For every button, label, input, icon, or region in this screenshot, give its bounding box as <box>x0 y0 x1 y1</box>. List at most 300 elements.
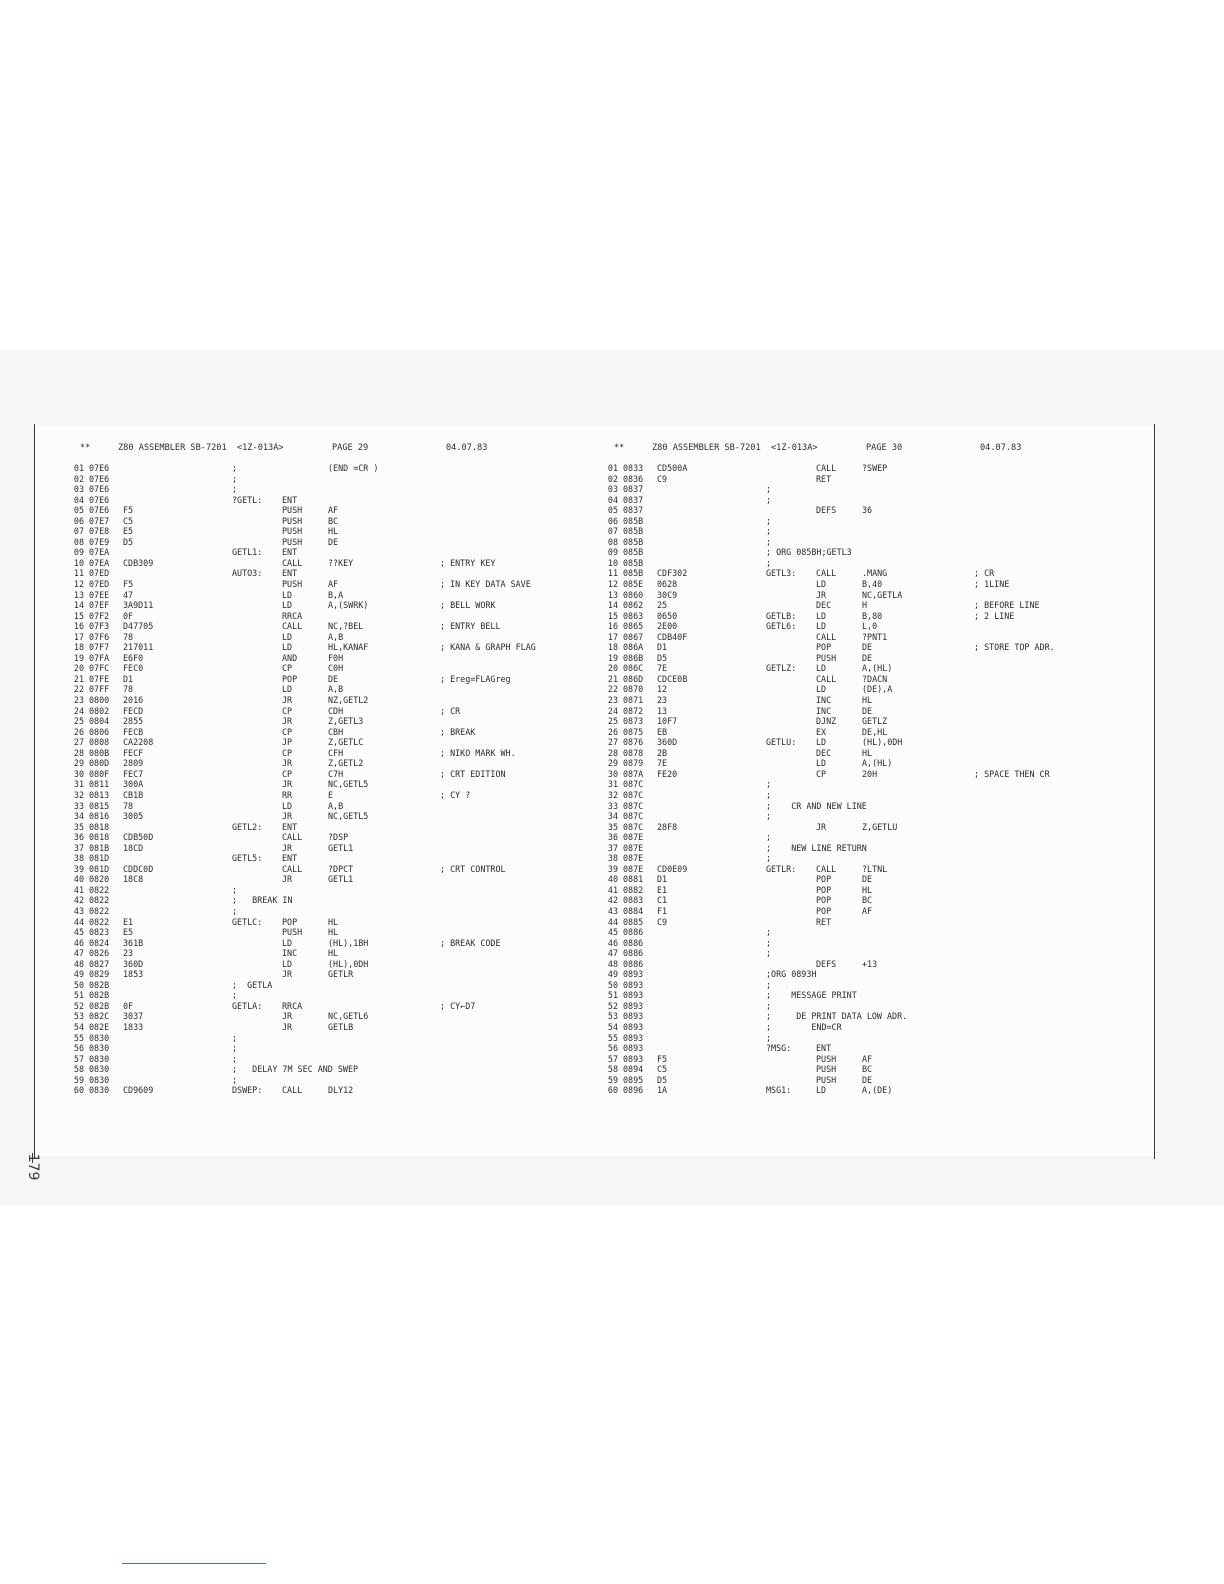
line-number: 45 <box>607 927 618 938</box>
object-code: 0F <box>123 1000 134 1011</box>
listing-row <box>604 980 1154 991</box>
address: 0885 <box>623 916 644 927</box>
listing-row <box>604 632 1154 643</box>
mnemonic: CALL <box>282 621 303 632</box>
operand: C7H <box>328 768 344 779</box>
listing-row <box>70 537 620 548</box>
operand: Z,GETL2 <box>328 758 364 769</box>
address: 0893 <box>623 1043 644 1054</box>
object-code: D1 <box>657 642 668 653</box>
object-code: 2016 <box>123 695 144 706</box>
label: ; <box>232 1074 238 1085</box>
object-code: 2855 <box>123 716 144 727</box>
listing-row <box>70 1064 620 1075</box>
address: 0860 <box>623 589 644 600</box>
mnemonic: POP <box>816 905 832 916</box>
mnemonic: CP <box>282 663 293 674</box>
listing-row <box>604 1085 1154 1096</box>
operand: NC,GETL6 <box>328 1011 369 1022</box>
line-number: 15 <box>607 610 618 621</box>
listing-row <box>70 980 620 991</box>
object-code: 2E00 <box>657 621 678 632</box>
label: ; <box>232 1053 238 1064</box>
mnemonic: POP <box>816 874 832 885</box>
listing-row <box>70 843 620 854</box>
address: 0872 <box>623 705 644 716</box>
line-number: 33 <box>73 800 84 811</box>
mnemonic: ENT <box>816 1043 832 1054</box>
address: 0818 <box>89 832 110 843</box>
mnemonic: POP <box>282 916 298 927</box>
header-stars: ** <box>80 443 91 453</box>
mnemonic: JR <box>282 1011 293 1022</box>
label: GETL3: <box>766 568 797 579</box>
line-number: 18 <box>607 642 618 653</box>
listing-row <box>70 1011 620 1022</box>
object-code: D5 <box>657 652 668 663</box>
listing-row <box>604 505 1154 516</box>
mnemonic: RR <box>282 789 293 800</box>
operand: ?DACN <box>862 673 888 684</box>
listing-row <box>604 895 1154 906</box>
line-number: 58 <box>607 1064 618 1075</box>
comment: ; 1LINE <box>974 579 1010 590</box>
line-number: 06 <box>607 515 618 526</box>
address: 082C <box>89 1011 110 1022</box>
object-code: D5 <box>657 1074 668 1085</box>
listing-row <box>70 526 620 537</box>
operand: GETL1 <box>328 842 354 853</box>
address: 07EF <box>89 600 110 611</box>
object-code: 217011 <box>123 642 154 653</box>
address: 0886 <box>623 948 644 959</box>
listing-row <box>604 769 1154 780</box>
line-number: 22 <box>607 684 618 695</box>
label: ; <box>766 789 772 800</box>
operand: ?LTNL <box>862 863 888 874</box>
line-number: 06 <box>73 515 84 526</box>
label: ; <box>766 853 772 864</box>
address: 087A <box>623 768 644 779</box>
address: 0830 <box>89 1085 110 1096</box>
listing-row <box>604 832 1154 843</box>
operand: (HL),1BH <box>328 937 369 948</box>
mnemonic: PUSH <box>282 927 303 938</box>
operand: Z,GETL3 <box>328 716 364 727</box>
object-code: FECB <box>123 726 144 737</box>
address: 080B <box>89 747 110 758</box>
label: ;ORG 0893H <box>766 969 817 980</box>
address: 0820 <box>89 874 110 885</box>
label: ?MSG: <box>766 1043 792 1054</box>
mnemonic: PUSH <box>816 1053 837 1064</box>
label: ; <box>766 557 772 568</box>
operand: CDH <box>328 705 344 716</box>
listing-row <box>604 790 1154 801</box>
object-code: FECD <box>123 705 144 716</box>
label: ; <box>232 1043 238 1054</box>
line-number: 36 <box>73 832 84 843</box>
operand: AF <box>862 905 873 916</box>
page-header <box>70 441 620 455</box>
mnemonic: RRCA <box>282 610 303 621</box>
line-number: 14 <box>607 600 618 611</box>
address: 0893 <box>623 969 644 980</box>
line-number: 08 <box>73 536 84 547</box>
operand: HL <box>328 927 339 938</box>
address: 082B <box>89 990 110 1001</box>
listing-row <box>604 843 1154 854</box>
mnemonic: PUSH <box>282 505 303 516</box>
line-number: 05 <box>607 505 618 516</box>
line-number: 25 <box>607 716 618 727</box>
address: 0806 <box>89 726 110 737</box>
mnemonic: JR <box>282 758 293 769</box>
object-code: CDB50D <box>123 832 154 843</box>
line-number: 01 <box>73 463 84 473</box>
label: ; CR AND NEW LINE <box>766 800 867 811</box>
line-number: 37 <box>607 842 618 853</box>
label: ; DELAY 7M SEC AND SWEP <box>232 1064 359 1075</box>
address: 087E <box>623 842 644 853</box>
operand: A,(SWRK) <box>328 600 369 611</box>
object-code: 361B <box>123 937 144 948</box>
address: 07FF <box>89 684 110 695</box>
object-code: F5 <box>657 1053 668 1064</box>
operand: HL,KANAF <box>328 642 369 653</box>
address: 0878 <box>623 747 644 758</box>
operand: B,40 <box>862 579 883 590</box>
listing-row <box>70 959 620 970</box>
listing-row <box>604 463 1154 474</box>
operand: L,0 <box>862 621 878 632</box>
listing-row <box>70 874 620 885</box>
address: 087C <box>623 821 644 832</box>
mnemonic: CALL <box>282 557 303 568</box>
object-code: 47 <box>123 589 134 600</box>
listing-row <box>70 917 620 928</box>
mnemonic: CP <box>282 747 293 758</box>
line-number: 40 <box>607 874 618 885</box>
mnemonic: LD <box>816 621 827 632</box>
listing-row <box>70 516 620 527</box>
address: 0883 <box>623 895 644 906</box>
line-number: 03 <box>73 484 84 495</box>
listing-row <box>604 558 1154 569</box>
address: 0829 <box>89 969 110 980</box>
listing-row <box>604 568 1154 579</box>
mnemonic: ENT <box>282 494 298 505</box>
operand: AF <box>862 1053 873 1064</box>
object-code: 1853 <box>123 969 144 980</box>
mnemonic: ENT <box>282 821 298 832</box>
label: ; <box>766 779 772 790</box>
line-number: 56 <box>607 1043 618 1054</box>
address: 0823 <box>89 927 110 938</box>
operand: DE <box>862 1074 873 1085</box>
listing-row <box>604 663 1154 674</box>
comment: ; BREAK <box>440 726 476 737</box>
label: ; <box>232 884 238 895</box>
address: 0876 <box>623 737 644 748</box>
listing-row <box>604 959 1154 970</box>
listing-row <box>70 927 620 938</box>
operand: HL <box>328 916 339 927</box>
label: GETL6: <box>766 621 797 632</box>
object-code: E5 <box>123 526 134 537</box>
line-number: 02 <box>73 473 84 484</box>
object-code: 13 <box>657 705 668 716</box>
address: 0802 <box>89 705 110 716</box>
mnemonic: CALL <box>282 1085 303 1096</box>
line-number: 33 <box>607 800 618 811</box>
address: 0837 <box>623 484 644 495</box>
mnemonic: LD <box>816 737 827 748</box>
listing-row <box>70 558 620 569</box>
line-number: 02 <box>607 473 618 484</box>
label: ; <box>766 526 772 537</box>
operand: DE <box>328 536 339 547</box>
mnemonic: JR <box>282 695 293 706</box>
operand: .MANG <box>862 568 888 579</box>
line-number: 42 <box>73 895 84 906</box>
operand: ?DSP <box>328 832 349 843</box>
object-code: D1 <box>123 673 134 684</box>
object-code: F5 <box>123 505 134 516</box>
address: 0837 <box>623 505 644 516</box>
listing-row <box>604 526 1154 537</box>
line-number: 04 <box>607 494 618 505</box>
address: 07E7 <box>89 515 110 526</box>
comment: ; CR <box>440 705 461 716</box>
address: 087E <box>623 863 644 874</box>
object-code: CD500A <box>657 463 688 473</box>
header-page-number: PAGE 30 <box>866 443 903 453</box>
mnemonic: JR <box>282 1021 293 1032</box>
mnemonic: LD <box>816 1085 827 1096</box>
header-title: Z80 ASSEMBLER SB-7201 <1Z-013A> <box>652 443 818 453</box>
line-number: 54 <box>73 1021 84 1032</box>
listing-row <box>70 895 620 906</box>
listing-row <box>70 474 620 485</box>
mnemonic: CP <box>282 705 293 716</box>
operand: C0H <box>328 663 344 674</box>
address: 0822 <box>89 884 110 895</box>
mnemonic: PUSH <box>816 1064 837 1075</box>
mnemonic: LD <box>816 684 827 695</box>
address: 0830 <box>89 1053 110 1064</box>
listing-row <box>604 1064 1154 1075</box>
line-number: 38 <box>73 853 84 864</box>
listing-row <box>604 822 1154 833</box>
bottom-link-underline[interactable] <box>122 1563 266 1564</box>
listing-row <box>70 1022 620 1033</box>
address: 07F7 <box>89 642 110 653</box>
mnemonic: LD <box>282 589 293 600</box>
mnemonic: LD <box>816 579 827 590</box>
mnemonic: CALL <box>816 463 837 473</box>
address: 07E6 <box>89 494 110 505</box>
operand: Z,GETLC <box>328 737 364 748</box>
mnemonic: JR <box>816 589 827 600</box>
object-code: 1833 <box>123 1021 144 1032</box>
address: 0865 <box>623 621 644 632</box>
line-number: 36 <box>607 832 618 843</box>
operand: NC,GETL5 <box>328 779 369 790</box>
address: 07E6 <box>89 484 110 495</box>
listing-row <box>70 611 620 622</box>
line-number: 52 <box>73 1000 84 1011</box>
line-number: 20 <box>607 663 618 674</box>
object-code: 2B <box>657 747 668 758</box>
comment: ; CRT EDITION <box>440 768 506 779</box>
address: 080F <box>89 768 110 779</box>
label: GETLA: <box>232 1000 263 1011</box>
label: ; <box>766 536 772 547</box>
mnemonic: LD <box>282 684 293 695</box>
address: 085B <box>623 515 644 526</box>
comment: ; CY←D7 <box>440 1000 476 1011</box>
address: 0895 <box>623 1074 644 1085</box>
address: 0830 <box>89 1074 110 1085</box>
listing-row <box>604 547 1154 558</box>
listing-page-29 <box>70 441 620 1096</box>
listing-row <box>604 1075 1154 1086</box>
operand: AF <box>328 579 339 590</box>
operand: DE <box>328 673 339 684</box>
operand: +13 <box>862 958 878 969</box>
label: AUTO3: <box>232 568 263 579</box>
line-number: 37 <box>73 842 84 853</box>
listing-row <box>604 990 1154 1001</box>
operand: B,A <box>328 589 344 600</box>
line-number: 41 <box>73 884 84 895</box>
listing-row <box>604 1022 1154 1033</box>
address: 086D <box>623 673 644 684</box>
address: 07FA <box>89 652 110 663</box>
line-number: 31 <box>607 779 618 790</box>
address: 07E8 <box>89 526 110 537</box>
mnemonic: INC <box>816 705 832 716</box>
label: ; <box>766 832 772 843</box>
address: 07E6 <box>89 505 110 516</box>
comment: ; IN KEY DATA SAVE <box>440 579 531 590</box>
mnemonic: ENT <box>282 547 298 558</box>
mnemonic: POP <box>816 895 832 906</box>
address: 07F3 <box>89 621 110 632</box>
address: 07F2 <box>89 610 110 621</box>
operand: DE <box>862 652 873 663</box>
line-number: 09 <box>73 547 84 558</box>
listing-row <box>604 801 1154 812</box>
line-number: 19 <box>73 652 84 663</box>
line-number: 54 <box>607 1021 618 1032</box>
line-number: 10 <box>73 557 84 568</box>
address: 081D <box>89 863 110 874</box>
address: 0811 <box>89 779 110 790</box>
line-number: 27 <box>73 737 84 748</box>
listing-row <box>70 716 620 727</box>
line-number: 12 <box>73 579 84 590</box>
operand: 36 <box>862 505 873 516</box>
mnemonic: CALL <box>816 863 837 874</box>
label: GETLC: <box>232 916 263 927</box>
line-number: 35 <box>607 821 618 832</box>
line-number: 11 <box>73 568 84 579</box>
line-number: 03 <box>607 484 618 495</box>
line-number: 23 <box>607 695 618 706</box>
listing-row <box>604 748 1154 759</box>
line-number: 34 <box>73 811 84 822</box>
object-code: 25 <box>657 600 668 611</box>
object-code: CDB309 <box>123 557 154 568</box>
listing-row <box>604 695 1154 706</box>
label: GETLU: <box>766 737 797 748</box>
object-code: 3A9D11 <box>123 600 154 611</box>
address: 0893 <box>623 1021 644 1032</box>
address: 07E9 <box>89 536 110 547</box>
address: 0893 <box>623 1011 644 1022</box>
listing-row <box>604 516 1154 527</box>
object-code: 23 <box>657 695 668 706</box>
label: ; <box>766 811 772 822</box>
object-code: 300A <box>123 779 144 790</box>
listing-row <box>604 727 1154 738</box>
label: ; <box>766 1000 772 1011</box>
operand: A,(HL) <box>862 758 893 769</box>
line-number: 26 <box>607 726 618 737</box>
mnemonic: CALL <box>282 832 303 843</box>
line-number: 13 <box>607 589 618 600</box>
line-number: 34 <box>607 811 618 822</box>
line-number: 30 <box>607 768 618 779</box>
line-number: 58 <box>73 1064 84 1075</box>
address: 0862 <box>623 600 644 611</box>
address: 0871 <box>623 695 644 706</box>
comment: ; STORE TOP ADR. <box>974 642 1055 653</box>
operand: (HL),0DH <box>328 958 369 969</box>
object-code: CD9609 <box>123 1085 154 1096</box>
mnemonic: DEFS <box>816 505 837 516</box>
line-number: 55 <box>73 1032 84 1043</box>
line-number: 26 <box>73 726 84 737</box>
line-number: 53 <box>607 1011 618 1022</box>
line-number: 24 <box>73 705 84 716</box>
address: 086A <box>623 642 644 653</box>
line-number: 50 <box>73 979 84 990</box>
listing-row <box>70 495 620 506</box>
listing-row <box>70 653 620 664</box>
line-number: 31 <box>73 779 84 790</box>
comment: ; KANA & GRAPH FLAG <box>440 642 536 653</box>
address: 07FE <box>89 673 110 684</box>
mnemonic: LD <box>282 631 293 642</box>
address: 0830 <box>89 1064 110 1075</box>
listing-row <box>70 1043 620 1054</box>
line-number: 17 <box>73 631 84 642</box>
label: GETL5: <box>232 853 263 864</box>
mnemonic: DEFS <box>816 958 837 969</box>
line-number: 52 <box>607 1000 618 1011</box>
operand: (END =CR ) <box>328 463 379 473</box>
address: 085B <box>623 547 644 558</box>
address: 0804 <box>89 716 110 727</box>
listing-row <box>70 547 620 558</box>
book-page-number-text: 179 <box>25 1153 41 1181</box>
mnemonic: DEC <box>816 747 832 758</box>
mnemonic: CP <box>282 726 293 737</box>
label: ; ORG 085BH;GETL3 <box>766 547 852 558</box>
